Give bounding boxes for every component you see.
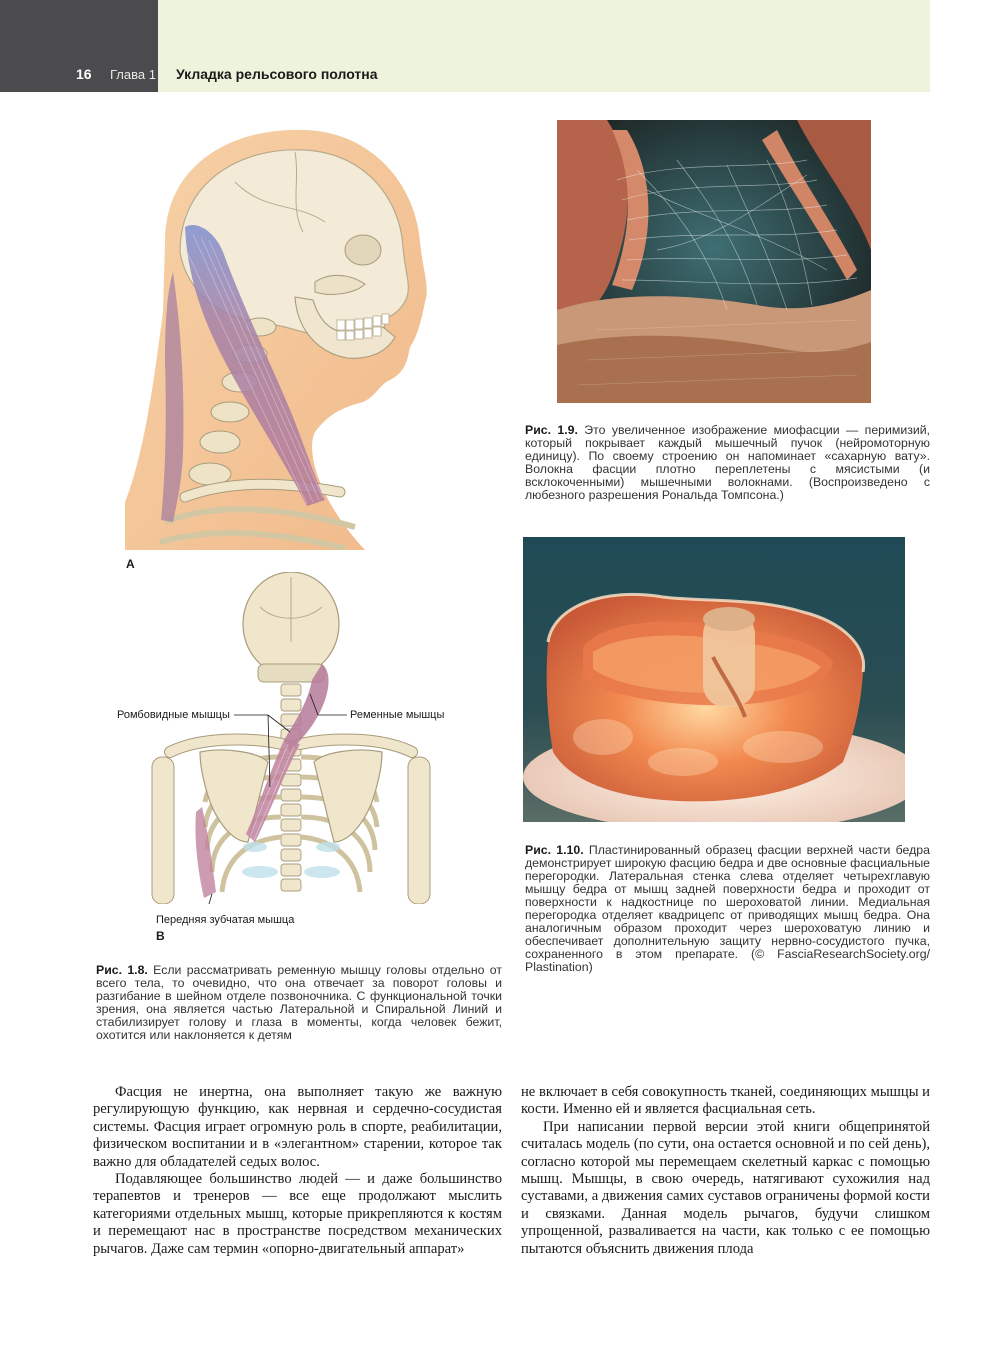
figure-1-9-caption-label: Рис. 1.9. [525,423,578,437]
figure-1-9-caption [525,424,930,502]
label-splenius: Ременные мышцы [350,709,445,721]
chapter-title: Укладка рельсового полотна [176,66,378,82]
label-serratus: Передняя зубчатая мышца [156,914,295,926]
panel-letter-b: В [156,929,165,943]
label-rhomboid: Ромбовидные мышцы [117,709,230,721]
panel-letter-a: А [126,557,135,571]
body-right-paragraph-2: При написании первой версии этой книги общепринятой считалась модель (по сути, она остается основной и по сей день), согласно которой мы перемещаем скелетный каркас с помощью мышц. Мышцы, в свою очередь, натягивают сухожилия над суставами, а движения самих суставов ограничены формой кости и связками. Данная модель рычагов, будучи слишком упрощенной, разваливается на части, как только с ее помощью пытаются объяснить движения плода [521,1118,930,1257]
page-number: 16 [76,66,92,82]
body-right-paragraph-1: не включает в себя совокупность тканей, соединяющих мышцы и кости. Именно ей и является фасциальная сеть. [521,1084,930,1118]
figure-1-8-caption-text: Если рассматривать ременную мышцу головы отдельно от всего тела, то очевидно, что она отвечает за поворот головы и разгибание в шейном отделе позвоночника. С функциональной точки зрения, она является частью Латеральной и Спиральной Линий и стабилизирует голову и глаза в моменты, когда человек бежит, охотится или наклоняется к детям [96,963,502,1042]
figure-1-8-a-head-illustration [125,122,445,550]
body-left-paragraph-2: Подавляющее большинство людей — и даже большинство терапевтов и тренеров — все еще продолжают мыслить категориями отдельных мышц, которые прикрепляются к костям и перемещают нас в пространстве посредством механических рычагов. Даже сам термин «опорно-двигательный аппарат» [93,1171,502,1257]
figure-1-10-caption [525,844,930,974]
figure-1-10-photo [523,537,905,822]
chapter-label: Глава 1 [110,67,156,82]
figure-1-10-caption-text: Пластинированный образец фасции верхней части бедра демонстрирует широкую фасцию бедра и две основные фасциальные перегородки. Латеральная стенка слева отделяет четырехглавую мышцу бедра от мышц задней поверхности бедра и проходит от поверхности к надкостнице по шероховатой линии. Медиальная перегородка отделяет квадрицепс от приводящих мышц бедра. Она аналогичным образом проходит через шероховатую линию и обеспечивает дополнительную защиту нервно-сосудистого пучка, сохраненного в этом препарате. (© FasciaResearchSociety.org/ Plastination) [525,843,930,974]
body-column-right [521,1084,930,1258]
figure-1-8-b-back-illustration [150,572,432,904]
body-column-left [93,1084,502,1258]
figure-1-8-caption-label: Рис. 1.8. [96,963,148,977]
figure-1-10-caption-label: Рис. 1.10. [525,843,584,857]
figure-1-9-caption-text: Это увеличенное изображение миофасции — перимизий, который покрывает каждый мышечный пучок (нейромоторную единицу). По своему строению он напоминает «сахарную вату». Волокна фасции плотно переплетены с мясистыми (и всклокоченными) мышечными волокнами. (Воспроизведено с любезного разрешения Рональда Томпсона.) [525,423,930,502]
figure-1-9-photo [557,120,871,403]
body-left-paragraph-1: Фасция не инертна, она выполняет такую же важную регулирующую функцию, как нервная и сердечно-сосудистая системы. Фасция играет огромную роль в спорте, реабилитации, физическом воспитании и в «элегантном» старении, которое так важно для обладателей седых волос. [93,1084,502,1170]
figure-1-8-caption [96,964,502,1042]
